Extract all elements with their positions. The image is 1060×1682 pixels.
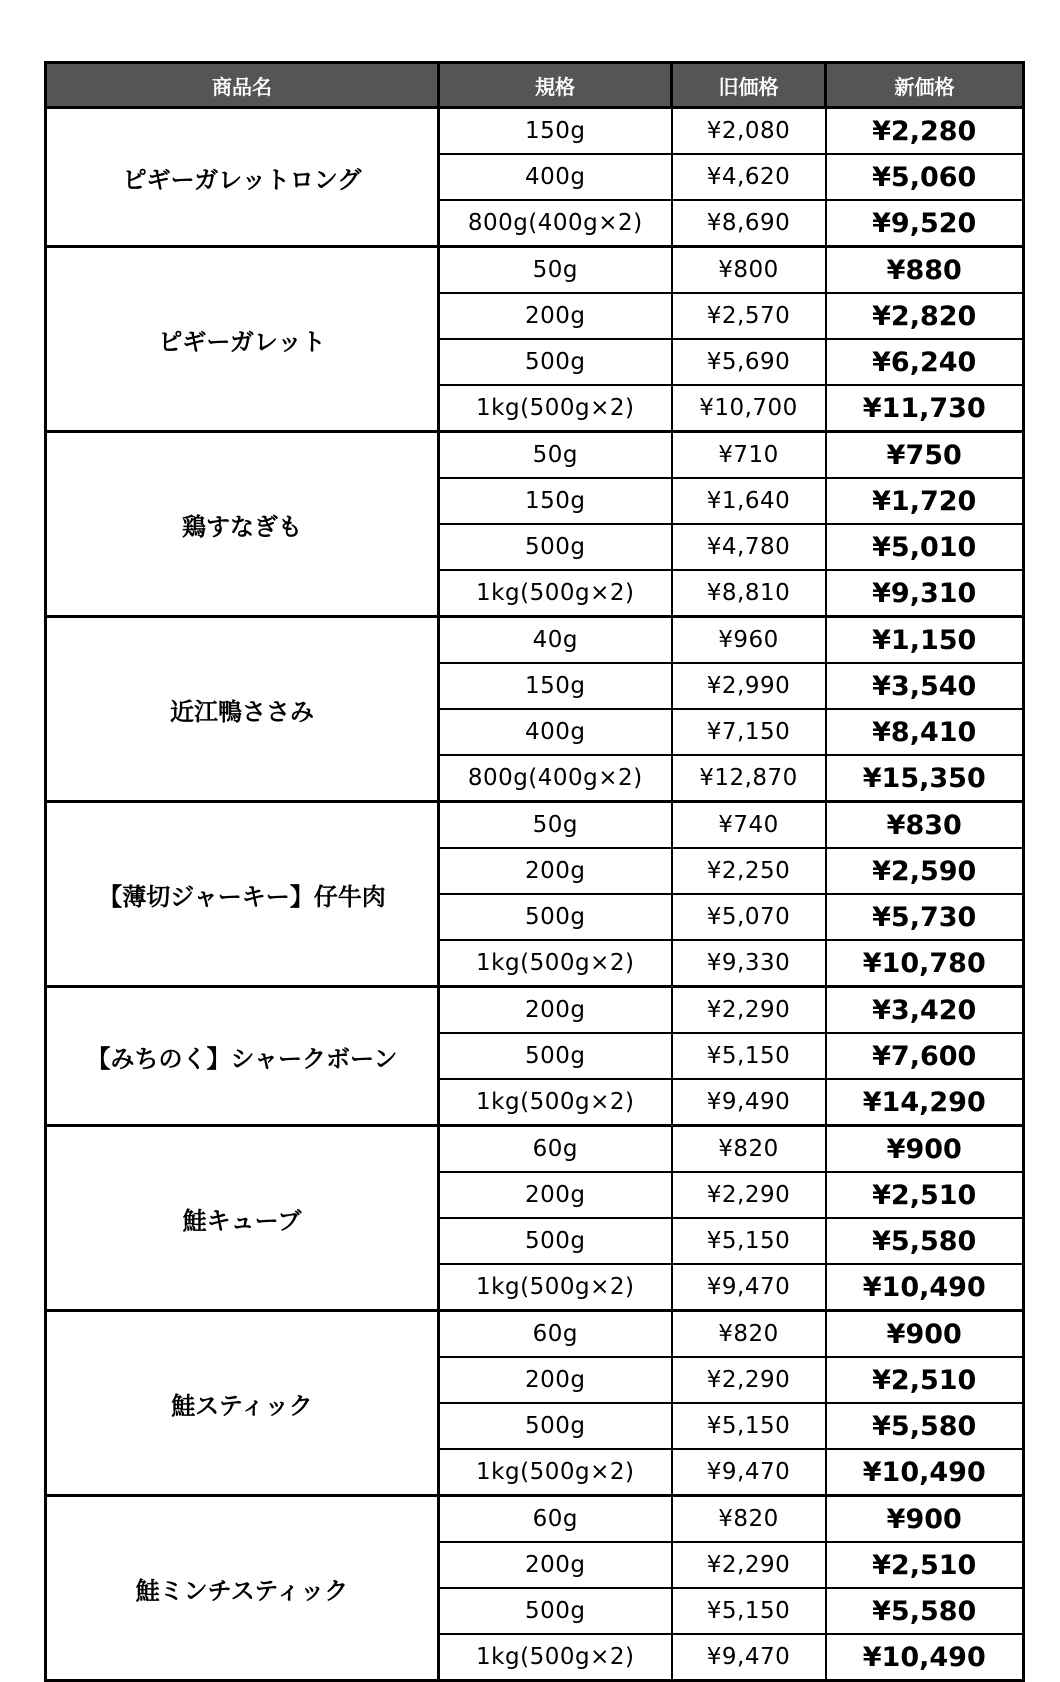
old-price-cell: ¥5,150 <box>672 1033 826 1079</box>
old-price-cell: ¥2,990 <box>672 663 826 709</box>
spec-cell: 400g <box>439 709 672 755</box>
spec-cell: 400g <box>439 154 672 200</box>
old-price-cell: ¥820 <box>672 1126 826 1173</box>
old-price-cell: ¥5,070 <box>672 894 826 940</box>
spec-cell: 200g <box>439 987 672 1034</box>
old-price-cell: ¥8,690 <box>672 200 826 247</box>
header-old-price: 旧価格 <box>672 63 826 108</box>
new-price-cell: ¥6,240 <box>826 339 1024 385</box>
spec-cell: 60g <box>439 1311 672 1358</box>
spec-cell: 1kg(500g×2) <box>439 1449 672 1496</box>
product-name-cell: 鮭スティック <box>46 1311 439 1496</box>
new-price-cell: ¥1,720 <box>826 478 1024 524</box>
new-price-cell: ¥900 <box>826 1496 1024 1543</box>
table-row <box>46 617 1024 664</box>
new-price-cell: ¥2,820 <box>826 293 1024 339</box>
new-price-cell: ¥14,290 <box>826 1079 1024 1126</box>
new-price-cell: ¥5,060 <box>826 154 1024 200</box>
new-price-cell: ¥830 <box>826 802 1024 849</box>
spec-cell: 800g(400g×2) <box>439 200 672 247</box>
spec-cell: 1kg(500g×2) <box>439 1264 672 1311</box>
spec-cell: 500g <box>439 1033 672 1079</box>
header-spec: 規格 <box>439 63 672 108</box>
new-price-cell: ¥10,490 <box>826 1264 1024 1311</box>
product-name-cell: 鮭ミンチスティック <box>46 1496 439 1681</box>
product-name-cell: 【薄切ジャーキー】仔牛肉 <box>46 802 439 987</box>
header-row <box>46 63 1024 108</box>
new-price-cell: ¥900 <box>826 1311 1024 1358</box>
new-price-cell: ¥10,490 <box>826 1449 1024 1496</box>
old-price-cell: ¥5,150 <box>672 1588 826 1634</box>
table-row <box>46 1126 1024 1173</box>
spec-cell: 50g <box>439 432 672 479</box>
new-price-cell: ¥9,520 <box>826 200 1024 247</box>
old-price-cell: ¥1,640 <box>672 478 826 524</box>
old-price-cell: ¥8,810 <box>672 570 826 617</box>
header-product-name: 商品名 <box>46 63 439 108</box>
new-price-cell: ¥11,730 <box>826 385 1024 432</box>
new-price-cell: ¥750 <box>826 432 1024 479</box>
header-new-price: 新価格 <box>826 63 1024 108</box>
old-price-cell: ¥9,470 <box>672 1449 826 1496</box>
spec-cell: 200g <box>439 293 672 339</box>
product-name-cell: 鮭キューブ <box>46 1126 439 1311</box>
table-row <box>46 247 1024 294</box>
new-price-cell: ¥7,600 <box>826 1033 1024 1079</box>
spec-cell: 1kg(500g×2) <box>439 1634 672 1681</box>
old-price-cell: ¥960 <box>672 617 826 664</box>
old-price-cell: ¥5,150 <box>672 1218 826 1264</box>
spec-cell: 1kg(500g×2) <box>439 1079 672 1126</box>
table-row <box>46 802 1024 849</box>
old-price-cell: ¥2,290 <box>672 1542 826 1588</box>
old-price-cell: ¥820 <box>672 1496 826 1543</box>
spec-cell: 800g(400g×2) <box>439 755 672 802</box>
spec-cell: 1kg(500g×2) <box>439 570 672 617</box>
new-price-cell: ¥5,580 <box>826 1588 1024 1634</box>
old-price-cell: ¥4,780 <box>672 524 826 570</box>
old-price-cell: ¥800 <box>672 247 826 294</box>
spec-cell: 500g <box>439 1403 672 1449</box>
table-row <box>46 108 1024 155</box>
product-name-cell: 【みちのく】シャークボーン <box>46 987 439 1126</box>
spec-cell: 200g <box>439 848 672 894</box>
table-row <box>46 432 1024 479</box>
old-price-cell: ¥7,150 <box>672 709 826 755</box>
old-price-cell: ¥2,250 <box>672 848 826 894</box>
old-price-cell: ¥820 <box>672 1311 826 1358</box>
new-price-cell: ¥2,590 <box>826 848 1024 894</box>
spec-cell: 500g <box>439 1588 672 1634</box>
old-price-cell: ¥10,700 <box>672 385 826 432</box>
old-price-cell: ¥2,290 <box>672 1172 826 1218</box>
new-price-cell: ¥5,580 <box>826 1218 1024 1264</box>
old-price-cell: ¥9,490 <box>672 1079 826 1126</box>
spec-cell: 200g <box>439 1542 672 1588</box>
new-price-cell: ¥10,490 <box>826 1634 1024 1681</box>
old-price-cell: ¥2,080 <box>672 108 826 155</box>
new-price-cell: ¥10,780 <box>826 940 1024 987</box>
old-price-cell: ¥2,290 <box>672 1357 826 1403</box>
spec-cell: 150g <box>439 478 672 524</box>
old-price-cell: ¥2,290 <box>672 987 826 1034</box>
new-price-cell: ¥900 <box>826 1126 1024 1173</box>
table-body <box>46 108 1024 1681</box>
old-price-cell: ¥5,150 <box>672 1403 826 1449</box>
new-price-cell: ¥2,510 <box>826 1542 1024 1588</box>
product-name-cell: 鶏すなぎも <box>46 432 439 617</box>
product-name-cell: ピギーガレットロング <box>46 108 439 247</box>
spec-cell: 150g <box>439 108 672 155</box>
new-price-cell: ¥2,280 <box>826 108 1024 155</box>
table-row <box>46 987 1024 1034</box>
spec-cell: 1kg(500g×2) <box>439 385 672 432</box>
new-price-cell: ¥880 <box>826 247 1024 294</box>
product-name-cell: ピギーガレット <box>46 247 439 432</box>
new-price-cell: ¥2,510 <box>826 1357 1024 1403</box>
spec-cell: 60g <box>439 1496 672 1543</box>
old-price-cell: ¥2,570 <box>672 293 826 339</box>
product-name-cell: 近江鴨ささみ <box>46 617 439 802</box>
old-price-cell: ¥710 <box>672 432 826 479</box>
table-header <box>46 63 1024 108</box>
spec-cell: 200g <box>439 1172 672 1218</box>
spec-cell: 500g <box>439 894 672 940</box>
old-price-cell: ¥9,470 <box>672 1264 826 1311</box>
spec-cell: 50g <box>439 247 672 294</box>
spec-cell: 50g <box>439 802 672 849</box>
new-price-cell: ¥1,150 <box>826 617 1024 664</box>
spec-cell: 200g <box>439 1357 672 1403</box>
new-price-cell: ¥5,580 <box>826 1403 1024 1449</box>
new-price-cell: ¥8,410 <box>826 709 1024 755</box>
spec-cell: 150g <box>439 663 672 709</box>
spec-cell: 40g <box>439 617 672 664</box>
table-row <box>46 1311 1024 1358</box>
old-price-cell: ¥4,620 <box>672 154 826 200</box>
old-price-cell: ¥12,870 <box>672 755 826 802</box>
price-table <box>44 61 1025 1682</box>
old-price-cell: ¥9,330 <box>672 940 826 987</box>
spec-cell: 60g <box>439 1126 672 1173</box>
new-price-cell: ¥3,420 <box>826 987 1024 1034</box>
new-price-cell: ¥9,310 <box>826 570 1024 617</box>
new-price-cell: ¥3,540 <box>826 663 1024 709</box>
new-price-cell: ¥5,010 <box>826 524 1024 570</box>
spec-cell: 500g <box>439 524 672 570</box>
old-price-cell: ¥740 <box>672 802 826 849</box>
new-price-cell: ¥5,730 <box>826 894 1024 940</box>
old-price-cell: ¥9,470 <box>672 1634 826 1681</box>
spec-cell: 1kg(500g×2) <box>439 940 672 987</box>
old-price-cell: ¥5,690 <box>672 339 826 385</box>
table-row <box>46 1496 1024 1543</box>
new-price-cell: ¥2,510 <box>826 1172 1024 1218</box>
spec-cell: 500g <box>439 1218 672 1264</box>
spec-cell: 500g <box>439 339 672 385</box>
new-price-cell: ¥15,350 <box>826 755 1024 802</box>
